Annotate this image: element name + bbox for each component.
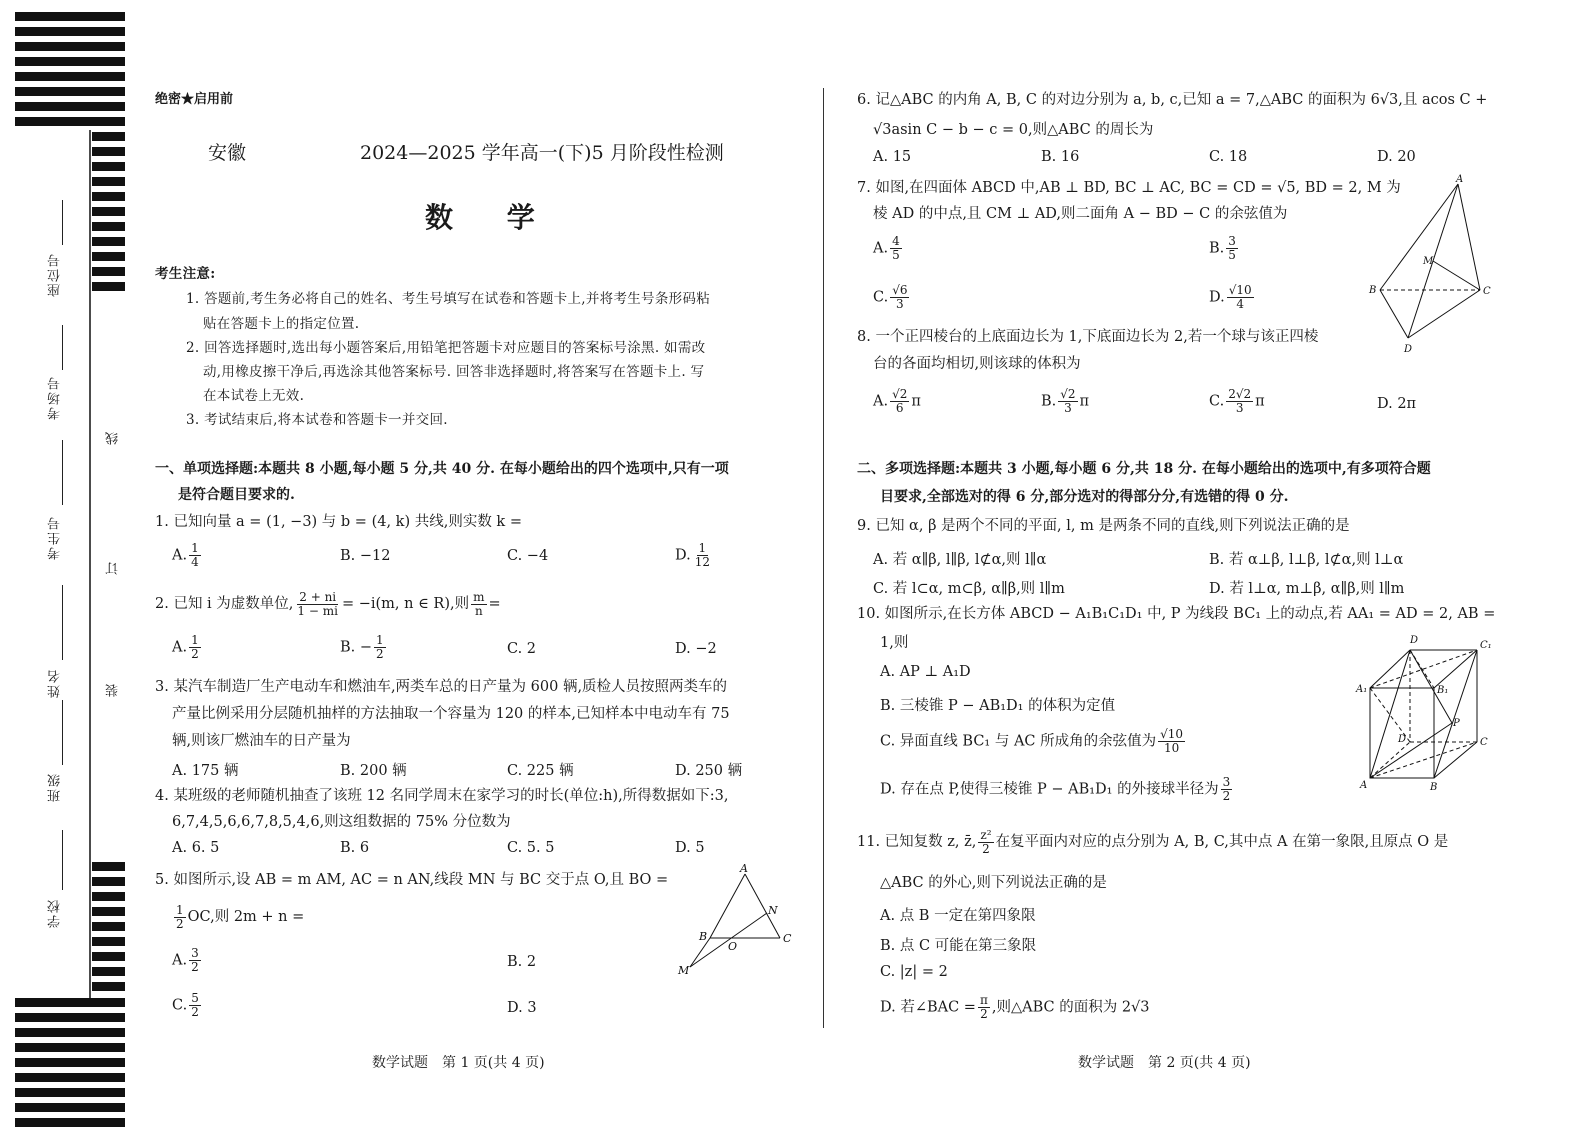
staple-mark: 订 xyxy=(106,560,121,575)
q8-option-d: D. 2π xyxy=(1377,396,1417,412)
question-5-line: 5. 如图所示,设 AB = m AM, AC = n AN,线段 MN 与 BC 交于点 O,且 BO = xyxy=(155,872,669,888)
q2-option-c: C. 2 xyxy=(507,641,537,657)
question-3-line: 3. 某汽车制造厂生产电动车和燃油车,两类车总的日产量为 600 辆,质检人员按照两类车的 xyxy=(155,679,728,695)
notice-line: 2. 回答选择题时,选出每小题答案后,用铅笔把答题卡对应题目的答案标号涂黑. 如需改 xyxy=(186,340,706,356)
q8-option-b: B. $\frac{√2}{3}$ π xyxy=(1041,387,1090,415)
q1-option-c: C. −4 xyxy=(507,548,549,564)
q11-option-b: B. 点 C 可能在第三象限 xyxy=(880,938,1037,954)
svg-text:C: C xyxy=(1480,737,1488,748)
question-11-line: △ABC 的外心,则下列说法正确的是 xyxy=(880,875,1107,891)
svg-text:A: A xyxy=(1360,780,1368,791)
notice-line: 动,用橡皮擦干净后,再选涂其他答案标号. 回答非选择题时,将答案写在答题卡上. 写 xyxy=(203,364,705,380)
school-label: 学校 xyxy=(48,898,63,928)
notice-line: 贴在答题卡上的指定位置. xyxy=(203,316,360,332)
room-label: 考场号 xyxy=(48,375,63,420)
class-label: 班级 xyxy=(48,772,63,802)
question-8-line: 8. 一个正四棱台的上底面边长为 1,下底面边长为 2,若一个球与该正四棱 xyxy=(857,329,1319,345)
q9-option-c: C. 若 l⊂α, m⊂β, α∥β,则 l∥m xyxy=(873,581,1065,597)
q7-option-c: C. $\frac{√6}{3}$ xyxy=(873,283,908,311)
question-10-line: 1,则 xyxy=(880,635,909,651)
q2-option-b: B. − $\frac{1}{2}$ xyxy=(340,633,384,661)
q11-option-a: A. 点 B 一定在第四象限 xyxy=(880,908,1036,924)
svg-text:C: C xyxy=(783,932,792,945)
column-divider xyxy=(823,88,824,1028)
question-7-line: 棱 AD 的中点,且 CM ⊥ AD,则二面角 A − BD − C 的余弦值为 xyxy=(873,206,1288,222)
question-2: 2. 已知 i 为虚数单位, $\frac{2 + ni}{1 - mi}$ = −i(m, n ∈ R),则 $\frac{m}{n}$ = xyxy=(155,589,501,618)
figure-10-cuboid xyxy=(1352,630,1502,795)
svg-text:A: A xyxy=(740,862,748,875)
question-10-line: 10. 如图所示,在长方体 ABCD − A₁B₁C₁D₁ 中, P 为线段 BC₁ 上的动点,若 AA₁ = AD = 2, AB = xyxy=(857,606,1496,622)
q10-option-b: B. 三棱锥 P − AB₁D₁ 的体积为定值 xyxy=(880,698,1116,714)
province: 安徽 xyxy=(208,142,247,164)
q3-option-a: A. 175 辆 xyxy=(172,763,239,779)
svg-text:D: D xyxy=(1410,635,1419,646)
q3-option-d: D. 250 辆 xyxy=(675,763,743,779)
notice-line: 3. 考试结束后,将本试卷和答题卡一并交回. xyxy=(186,412,448,428)
notice-line: 在本试卷上无效. xyxy=(203,388,305,404)
q11-option-d: D. 若∠BAC = $\frac{\pi}{2}$ ,则△ABC 的面积为 2√3 xyxy=(880,993,1150,1021)
q7-option-b: B. $\frac{3}{5}$ xyxy=(1209,234,1236,262)
q11-option-c: C. |z| = 2 xyxy=(880,964,948,980)
q4-option-a: A. 6. 5 xyxy=(172,840,220,856)
question-3-line: 产量比例采用分层随机抽样的方法抽取一个容量为 120 的样本,已知样本中电动车有 75 xyxy=(172,706,730,722)
q5-option-c: C. $\frac{5}{2}$ xyxy=(172,991,199,1019)
line-mark: 线 xyxy=(106,430,121,445)
question-7-line: 7. 如图,在四面体 ABCD 中,AB ⊥ BD, BC ⊥ AC, BC = CD = √5, BD = 2, M 为 xyxy=(857,180,1401,196)
q4-option-b: B. 6 xyxy=(340,840,370,856)
class-line xyxy=(62,700,63,765)
q6-option-b: B. 16 xyxy=(1041,149,1080,165)
q6-option-c: C. 18 xyxy=(1209,149,1248,165)
question-8-line: 台的各面均相切,则该球的体积为 xyxy=(873,356,1081,372)
q5-option-a: A. $\frac{3}{2}$ xyxy=(172,946,199,974)
question-4-line: 4. 某班级的老师随机抽查了该班 12 名同学周末在家学习的时长(单位:h),所得数据如下:3, xyxy=(155,788,729,804)
question-11-line: 11. 已知复数 z, z̄, $\frac{\text{z²}}{2}$ 在复平面内对应的点分别为 A, B, C,其中点 A 在第一象限,且原点 O 是 xyxy=(857,827,1449,856)
name-line xyxy=(62,585,63,660)
q5-option-b: B. 2 xyxy=(507,954,537,970)
section-2-heading: 二、多项选择题:本题共 3 小题,每小题 6 分,共 18 分. 在每小题给出的选项中,有多项符合题 xyxy=(857,461,1431,477)
svg-text:B: B xyxy=(1430,782,1438,793)
notice-heading: 考生注意: xyxy=(155,266,216,282)
svg-text:P: P xyxy=(1453,718,1460,729)
svg-text:M: M xyxy=(1423,256,1434,267)
question-5-line-2: $\frac{1}{2}$ OC,则 2m + n = xyxy=(176,902,305,931)
svg-text:B: B xyxy=(1369,285,1377,296)
q1-option-a: A. $\frac{1}{4}$ xyxy=(172,541,199,569)
q1-option-b: B. −12 xyxy=(340,548,391,564)
section-1-heading: 一、单项选择题:本题共 8 小题,每小题 5 分,共 40 分. 在每小题给出的四个选项中,只有一项 xyxy=(155,461,729,477)
section-1-heading-cont: 是符合题目要求的. xyxy=(178,487,295,503)
name-label: 姓名 xyxy=(48,668,63,698)
q5-option-d: D. 3 xyxy=(507,1000,537,1016)
figure-5-triangle xyxy=(670,862,800,980)
q2-option-a: A. $\frac{1}{2}$ xyxy=(172,633,199,661)
q6-option-a: A. 15 xyxy=(873,149,912,165)
page-2-footer: 数学试题 第 2 页(共 4 页) xyxy=(1078,1055,1251,1071)
seat-label: 座位号 xyxy=(48,252,63,297)
q8-option-c: C. $\frac{2√2}{3}$ π xyxy=(1209,387,1265,415)
page-1-footer: 数学试题 第 1 页(共 4 页) xyxy=(372,1055,545,1071)
svg-text:O: O xyxy=(728,940,738,953)
question-4-line: 6,7,4,5,6,6,7,8,5,4,6,则这组数据的 75% 分位数为 xyxy=(172,814,511,830)
q4-option-d: D. 5 xyxy=(675,840,705,856)
question-6-line: 6. 记△ABC 的内角 A, B, C 的对边分别为 a, b, c,已知 a = 7,△ABC 的面积为 6√3,且 acos C + xyxy=(857,92,1488,108)
q10-option-d: D. 存在点 P,使得三棱锥 P − AB₁D₁ 的外接球半径为 $\frac{3}{2}$ xyxy=(880,775,1231,803)
school-line xyxy=(62,830,63,890)
svg-text:N: N xyxy=(768,904,778,917)
q7-option-d: D. $\frac{√10}{4}$ xyxy=(1209,283,1252,311)
svg-text:C₁: C₁ xyxy=(1480,640,1492,651)
examno-line xyxy=(62,440,63,505)
question-1: 1. 已知向量 a = (1, −3) 与 b = (4, k) 共线,则实数 k = xyxy=(155,514,522,530)
svg-text:B: B xyxy=(699,930,708,943)
examno-label: 考生号 xyxy=(48,515,63,560)
q10-option-a: A. AP ⊥ A₁D xyxy=(880,664,971,680)
svg-text:B₁: B₁ xyxy=(1437,685,1449,696)
q6-option-d: D. 20 xyxy=(1377,149,1416,165)
subject-title: 数 学 xyxy=(425,201,557,234)
figure-7-tetrahedron xyxy=(1365,172,1505,357)
q1-option-d: D. $\frac{1}{12}$ xyxy=(675,541,710,569)
q3-option-c: C. 225 辆 xyxy=(507,763,574,779)
q4-option-c: C. 5. 5 xyxy=(507,840,555,856)
room-line xyxy=(62,325,63,370)
section-2-heading-cont: 目要求,全部选对的得 6 分,部分选对的得部分分,有选错的得 0 分. xyxy=(880,489,1289,505)
q2-option-d: D. −2 xyxy=(675,641,717,657)
exam-title: 2024—2025 学年高一(下)5 月阶段性检测 xyxy=(360,142,724,164)
svg-text:M: M xyxy=(678,964,690,977)
svg-text:D: D xyxy=(1404,344,1413,355)
svg-text:D: D xyxy=(1398,734,1407,745)
q9-option-a: A. 若 α∥β, l∥β, l⊄α,则 l∥α xyxy=(873,552,1047,568)
svg-text:C: C xyxy=(1483,286,1491,297)
seat-line xyxy=(62,200,63,245)
q8-option-a: A. $\frac{√2}{6}$ π xyxy=(873,387,921,415)
q9-option-b: B. 若 α⊥β, l⊥β, l⊄α,则 l⊥α xyxy=(1209,552,1404,568)
svg-text:A₁: A₁ xyxy=(1356,684,1368,695)
q10-option-c: C. 异面直线 BC₁ 与 AC 所成角的余弦值为 $\frac{√10}{10}$ xyxy=(880,727,1184,755)
bind-mark: 装 xyxy=(106,682,121,697)
svg-text:A: A xyxy=(1456,174,1464,185)
q7-option-a: A. $\frac{4}{5}$ xyxy=(873,234,900,262)
notice-line: 1. 答题前,考生务必将自己的姓名、考生号填写在试卷和答题卡上,并将考生号条形码粘 xyxy=(186,291,711,307)
question-3-line: 辆,则该厂燃油车的日产量为 xyxy=(172,733,351,749)
secret-mark: 绝密★启用前 xyxy=(155,92,234,107)
q3-option-b: B. 200 辆 xyxy=(340,763,407,779)
question-9: 9. 已知 α, β 是两个不同的平面, l, m 是两条不同的直线,则下列说法正确的是 xyxy=(857,518,1350,534)
question-6-line: √3asin C − b − c = 0,则△ABC 的周长为 xyxy=(873,122,1154,138)
q9-option-d: D. 若 l⊥α, m⊥β, α∥β,则 l∥m xyxy=(1209,581,1405,597)
